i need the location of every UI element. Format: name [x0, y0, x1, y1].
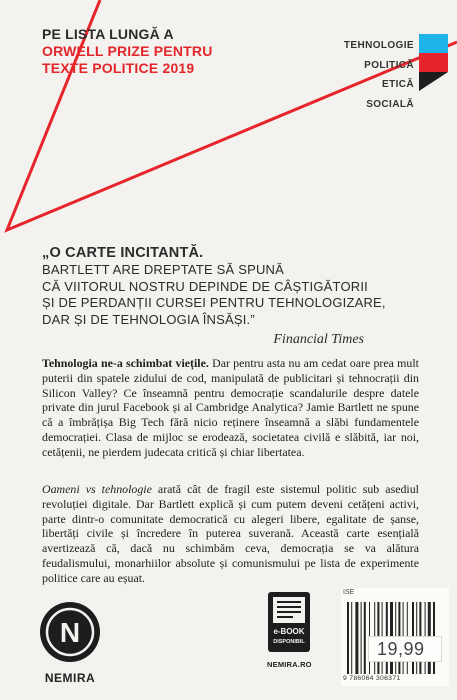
blurb-text: Dar pentru asta nu am cedat oare prea mult puterii din spatele zidului de cod, manipulată de publicitari și tehnocrații din Silicon Valley? Ce înseamnă pentru democrație scandalurile despre datele private din jurul Facebook și al Cambridge Analytica? Jamie Bartlett ne spune că a îmbrățișa Big Tech fără nicio reținere înseamnă a slăbi fundamentele democrației. Clasa de mijloc se erodează, societatea civilă e slăbită, iar noi, cetățenii, ne pierdem judecata critică și chiar libertatea.	[42, 356, 419, 459]
red-swatch	[419, 53, 448, 72]
price-sticker	[368, 636, 442, 662]
ebook-device-icon	[267, 591, 311, 653]
svg-text:N: N	[59, 617, 81, 648]
barcode-stripe	[355, 602, 358, 674]
category-politics: POLITICĂ	[364, 59, 414, 71]
category-social-ethics: ETICĂ SOCIALĂ	[366, 79, 414, 110]
barcode-stripe	[347, 602, 349, 674]
press-quote	[42, 244, 422, 348]
barcode-stripe	[364, 602, 366, 674]
svg-text:DISPONIBIL: DISPONIBIL	[273, 639, 305, 645]
book-title-inline: Oameni vs tehnologie	[42, 482, 152, 496]
publisher-name: NEMIRA	[44, 671, 96, 685]
barcode-stripe	[351, 602, 352, 674]
quote-line: BARTLETT ARE DREPTATE SĂ SPUNĂ	[42, 262, 284, 277]
quote-line: ȘI DE PERDANȚII CURSEI PENTRU TEHNOLOGIZARE,	[42, 295, 386, 310]
quote-source: Financial Times	[273, 332, 364, 347]
prize-line-1: PE LISTA LUNGĂ A	[42, 26, 174, 42]
prize-notice	[42, 26, 213, 77]
category-swatches	[419, 34, 448, 91]
barcode-stripe	[361, 602, 362, 674]
blue-swatch	[419, 34, 448, 53]
corner-triangle-icon	[419, 72, 448, 91]
blurb-paragraph-2	[42, 482, 419, 586]
price-value: 19,99	[377, 639, 425, 659]
svg-text:e-BOOK: e-BOOK	[273, 627, 305, 636]
blurb-paragraph-1	[42, 356, 419, 460]
blurb-lead: Tehnologia ne-a schimbat viețile.	[42, 356, 209, 370]
quote-headline: „O CARTE INCITANTĂ.	[42, 245, 204, 261]
ebook-badge	[267, 591, 311, 669]
quote-line: CĂ VIITORUL NOSTRU DEPINDE DE CÂȘTIGĂTORII	[42, 278, 368, 294]
prize-line-3: TEXTE POLITICE 2019	[42, 60, 195, 76]
category-technology: TEHNOLOGIE	[343, 40, 414, 51]
publisher-website: NEMIRA.RO	[267, 660, 312, 669]
nemira-logo-icon	[38, 600, 102, 664]
publisher-logo	[36, 600, 104, 685]
quote-line: DAR ȘI DE TEHNOLOGIA ÎNSĂȘI.”	[42, 311, 255, 327]
isbn-digits: 9 786064 306371	[343, 675, 401, 682]
black-swatch	[419, 72, 448, 91]
blurb-text: arată cât de fragil este sistemul politic sub asediul revoluției digitale. Dar Bartlett explică și cum putem deveni cetățeni activi, parte dintr-o comunitate democratică cu alegeri libere, egalitate de șanse, libertăți civile și încredere în puterea suverană. Această carte esențială avertizează că, dacă nu schimbăm ceva, democrația se va alătura feudalismului, monarhiilor absolute și comunismului pe lista de experimente politice care au eșuat.	[42, 482, 419, 585]
isbn-label: ISE	[343, 589, 355, 596]
category-list	[340, 36, 414, 114]
prize-line-2: ORWELL PRIZE PENTRU	[42, 43, 213, 59]
